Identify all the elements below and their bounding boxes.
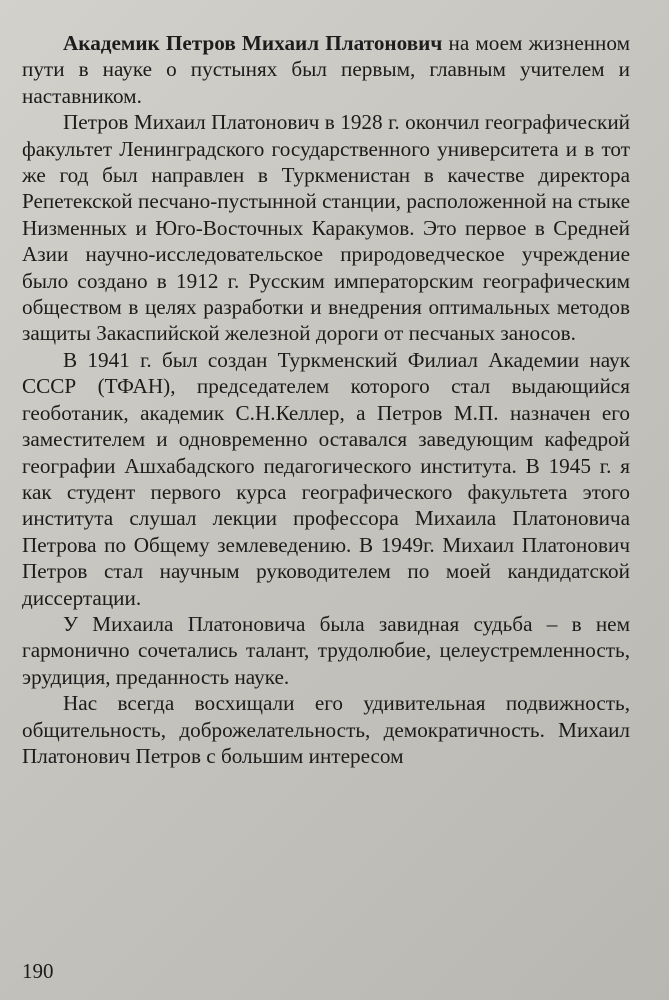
paragraph-text: В 1941 г. был создан Туркменский Филиал Академии наук СССР (ТФАН), председателем которого стал выдающийся геоботаник, академик С.Н.Келлер, а Петров М.П. назначен его заместителем и одновременно оставался заведующим кафедрой географии Ашхабадского педагогического института. В 1945 г. я как студент первого курса географического факультета этого института слушал лекции профессора Михаила Платоновича Петрова по Общему землеведению. В 1949г. Михаил Платонович Петров стал научным руководителем по моей кандидатской диссертации. <box>22 347 630 610</box>
body-text <box>22 30 630 769</box>
paragraph-text: Нас всегда восхищали его удивительная подвижность, общительность, доброжелательность, демократичность. Михаил Платонович Петров с большим интересом <box>22 691 630 768</box>
paragraph-text: Петров Михаил Платонович в 1928 г. окончил географический факультет Ленинградского государственного университета и в тот же год был направлен в Туркменистан в качестве директора Репетекской песчано-пустынной станции, расположенной на стыке Низменных и Юго-Восточных Каракумов. Это первое в Средней Азии научно-исследовательское природоведческое учреждение было создано в 1912 г. Русским императорским географическим обществом в целях разработки и внедрения оптимальных методов защиты Закаспийской железной дороги от песчаных заносов. <box>22 110 630 346</box>
paragraph-5 <box>22 690 630 769</box>
page-number: 190 <box>22 959 54 983</box>
bold-lead-name: Академик Петров Михаил Платонович <box>63 31 443 55</box>
paragraph-1 <box>22 30 630 109</box>
paragraph-text: У Михаила Платоновича была завидная судьба – в нем гармонично сочетались талант, трудолюбие, целеустремленность, эрудиция, преданность науке. <box>22 611 630 689</box>
paragraph-3 <box>22 347 630 611</box>
paragraph-text: на моем жизненном пути в науке о пустынях был первым, главным учителем и наставником. <box>22 31 630 108</box>
paragraph-2 <box>22 109 630 347</box>
paragraph-4 <box>22 611 630 690</box>
